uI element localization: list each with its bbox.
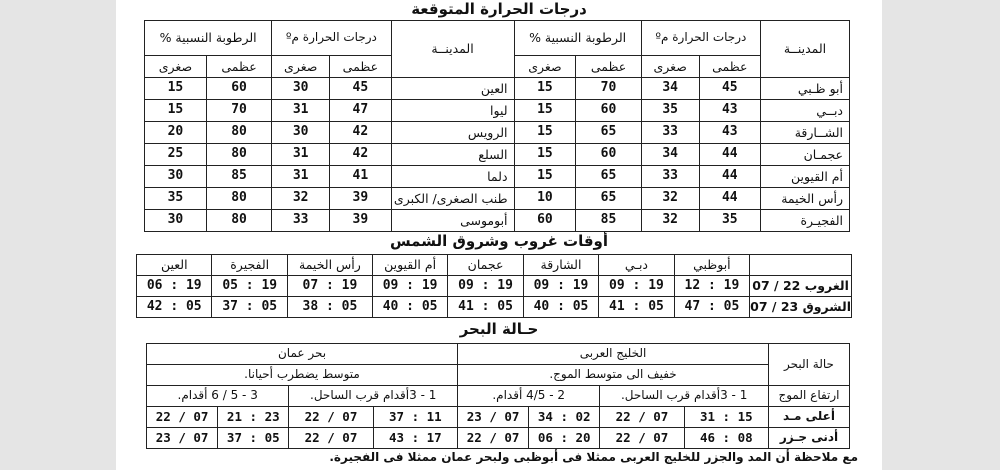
right-gutter	[882, 0, 1000, 470]
tide-date: 07 / 22	[600, 428, 684, 449]
humidity-min: 15	[514, 166, 576, 188]
temp-min: 32	[641, 210, 699, 232]
sun-times-table	[136, 254, 852, 318]
header-max-left: عظمى	[330, 56, 391, 78]
sunset-time: 19 : 06	[137, 276, 212, 297]
temp-min: 30	[272, 78, 330, 100]
tide-time: 17 : 43	[373, 428, 457, 449]
header-humidity: الرطوبة النسبية %	[514, 21, 641, 56]
sunrise-time: 05 : 37	[212, 297, 287, 318]
sunset-time: 19 : 05	[212, 276, 287, 297]
table-row	[147, 344, 850, 365]
humidity-min: 30	[145, 210, 207, 232]
humidity-max: 70	[576, 78, 641, 100]
humidity-min: 25	[145, 144, 207, 166]
left-gutter	[0, 0, 116, 470]
tide-date: 07 / 22	[147, 407, 218, 428]
table-row	[147, 428, 850, 449]
humidity-max: 65	[576, 122, 641, 144]
city-name: ليوا	[391, 100, 514, 122]
humidity-max: 60	[576, 100, 641, 122]
humidity-min: 15	[145, 78, 207, 100]
sunset-time: 19 : 09	[523, 276, 598, 297]
table-row	[145, 144, 850, 166]
sea-state-table	[146, 343, 850, 449]
tide-time: 23 : 21	[218, 407, 289, 428]
humidity-max: 65	[576, 188, 641, 210]
city-name: العين	[391, 78, 514, 100]
table-row	[147, 386, 850, 407]
temp-max: 44	[699, 188, 760, 210]
table-row	[145, 210, 850, 232]
humidity-max: 60	[206, 78, 271, 100]
sunset-time: 19 : 09	[599, 276, 674, 297]
temp-max: 42	[330, 122, 391, 144]
sunrise-time: 05 : 47	[674, 297, 749, 318]
header-hmax-left: عظمى	[206, 56, 271, 78]
humidity-min: 30	[145, 166, 207, 188]
tide-date: 07 / 22	[289, 428, 373, 449]
humidity-max: 80	[206, 122, 271, 144]
temp-min: 31	[272, 100, 330, 122]
temp-max: 44	[699, 166, 760, 188]
temp-max: 35	[699, 210, 760, 232]
header-min: صغرى	[641, 56, 699, 78]
sunset-time: 19 : 09	[448, 276, 523, 297]
sunrise-time: 05 : 40	[372, 297, 447, 318]
oman-wave-far: 3 - 5 / 6 أقدام.	[147, 386, 289, 407]
sea-title: حـالة البحر	[459, 320, 539, 338]
footnote: مع ملاحظة أن المد والجزر للخليج العربى ممثلا فى أبوظبى ولبحر عمان ممثلا فى الفجيرة.	[329, 450, 858, 464]
wave-height-label: ارتفاع الموج	[769, 386, 850, 407]
header-city-left: المدينــة	[391, 21, 514, 78]
temp-min: 31	[272, 166, 330, 188]
city-name: العين	[137, 255, 212, 276]
tide-time: 08 : 46	[684, 428, 768, 449]
humidity-max: 65	[576, 166, 641, 188]
tide-date: 07 / 23	[147, 428, 218, 449]
city-name: أبوموسى	[391, 210, 514, 232]
humidity-min: 15	[514, 78, 576, 100]
header-hmin: صغرى	[514, 56, 576, 78]
temp-max: 39	[330, 210, 391, 232]
temp-min: 33	[641, 122, 699, 144]
sunset-label: الغروب 22 / 07	[750, 276, 852, 297]
tide-time: 05 : 37	[218, 428, 289, 449]
sunrise-time: 05 : 41	[599, 297, 674, 318]
temperature-table	[144, 20, 850, 232]
tide-time: 11 : 37	[373, 407, 457, 428]
city-name: الفجيـرة	[761, 210, 850, 232]
header-humidity-left: الرطوبة النسبية %	[145, 21, 272, 56]
humidity-max: 70	[206, 100, 271, 122]
table-row	[137, 276, 852, 297]
city-name: الرويس	[391, 122, 514, 144]
empty-corner	[750, 255, 852, 276]
gulf-state: خفيف الى متوسط الموج.	[458, 365, 769, 386]
humidity-min: 35	[145, 188, 207, 210]
temp-min: 34	[641, 144, 699, 166]
city-name: الشــارقة	[761, 122, 850, 144]
humidity-max: 60	[576, 144, 641, 166]
temp-max: 45	[699, 78, 760, 100]
tide-date: 07 / 22	[600, 407, 684, 428]
table-row	[145, 166, 850, 188]
table-row	[145, 78, 850, 100]
city-name: دبـي	[599, 255, 674, 276]
sun-title: أوقات غروب وشروق الشمس	[389, 232, 609, 250]
header-max: عظمى	[699, 56, 760, 78]
temp-max: 43	[699, 122, 760, 144]
table-row	[137, 255, 852, 276]
sunrise-time: 05 : 42	[137, 297, 212, 318]
high-tide-label: أعلى مـد	[769, 407, 850, 428]
table-row	[145, 100, 850, 122]
temp-max: 43	[699, 100, 760, 122]
humidity-min: 15	[514, 144, 576, 166]
gulf-header: الخليج العربى	[458, 344, 769, 365]
sunset-time: 19 : 07	[287, 276, 372, 297]
city-name: عجمـان	[761, 144, 850, 166]
tide-date: 07 / 22	[289, 407, 373, 428]
temp-min: 33	[641, 166, 699, 188]
tide-date: 07 / 23	[458, 407, 529, 428]
city-name: عجمان	[448, 255, 523, 276]
temp-max: 45	[330, 78, 391, 100]
humidity-max: 85	[576, 210, 641, 232]
header-temp-left: درجات الحرارة مº	[272, 21, 391, 56]
city-name: طنب الصغرى/ الكبرى	[391, 188, 514, 210]
city-name: أبو ظـبي	[761, 78, 850, 100]
table-row	[147, 365, 850, 386]
city-name: السلع	[391, 144, 514, 166]
temp-min: 32	[272, 188, 330, 210]
header-hmin-left: صغرى	[145, 56, 207, 78]
temp-min: 35	[641, 100, 699, 122]
humidity-max: 80	[206, 188, 271, 210]
sunrise-label: الشروق 23 / 07	[750, 297, 852, 318]
header-min-left: صغرى	[272, 56, 330, 78]
oman-wave-near: 1 - 3أقدام قرب الساحل.	[289, 386, 458, 407]
city-name: دلما	[391, 166, 514, 188]
humidity-min: 15	[514, 122, 576, 144]
city-name: أم القيوين	[761, 166, 850, 188]
city-name: رأس الخيمة	[761, 188, 850, 210]
sunset-time: 19 : 09	[372, 276, 447, 297]
city-name: الشارقة	[523, 255, 598, 276]
sea-state-label: حالة البحر	[769, 344, 850, 386]
table-row	[145, 122, 850, 144]
oman-state: متوسط يضطرب أحيانا.	[147, 365, 458, 386]
table-row	[145, 188, 850, 210]
humidity-min: 60	[514, 210, 576, 232]
humidity-min: 20	[145, 122, 207, 144]
table-row	[147, 407, 850, 428]
temp-max: 44	[699, 144, 760, 166]
header-hmax: عظمى	[576, 56, 641, 78]
temp-max: 42	[330, 144, 391, 166]
city-name: رأس الخيمة	[287, 255, 372, 276]
humidity-max: 80	[206, 210, 271, 232]
header-temp: درجات الحرارة مº	[641, 21, 760, 56]
city-name: أبوظبي	[674, 255, 749, 276]
city-name: الفجيرة	[212, 255, 287, 276]
temp-min: 31	[272, 144, 330, 166]
sunrise-time: 05 : 40	[523, 297, 598, 318]
humidity-min: 15	[514, 100, 576, 122]
humidity-max: 85	[206, 166, 271, 188]
temp-min: 34	[641, 78, 699, 100]
gulf-wave-far: 2 - 4/5 أقدام.	[458, 386, 600, 407]
oman-header: بحر عمان	[147, 344, 458, 365]
tide-time: 15 : 31	[684, 407, 768, 428]
sunrise-time: 05 : 41	[448, 297, 523, 318]
sunrise-time: 05 : 38	[287, 297, 372, 318]
temps-title: درجات الحرارة المتوقعة	[411, 0, 587, 18]
tide-time: 20 : 06	[529, 428, 600, 449]
temp-max: 39	[330, 188, 391, 210]
tide-date: 07 / 22	[458, 428, 529, 449]
temp-min: 33	[272, 210, 330, 232]
temp-max: 41	[330, 166, 391, 188]
humidity-max: 80	[206, 144, 271, 166]
city-name: دبــي	[761, 100, 850, 122]
city-name: أم القيوين	[372, 255, 447, 276]
humidity-min: 10	[514, 188, 576, 210]
temp-min: 30	[272, 122, 330, 144]
table-row	[137, 297, 852, 318]
forecast-sheet	[116, 0, 882, 470]
humidity-min: 15	[145, 100, 207, 122]
sunset-time: 19 : 12	[674, 276, 749, 297]
low-tide-label: أدنى جـزر	[769, 428, 850, 449]
header-city: المدينــة	[761, 21, 850, 78]
tide-time: 02 : 34	[529, 407, 600, 428]
temp-max: 47	[330, 100, 391, 122]
temp-min: 32	[641, 188, 699, 210]
gulf-wave-near: 1 - 3أقدام قرب الساحل.	[600, 386, 769, 407]
